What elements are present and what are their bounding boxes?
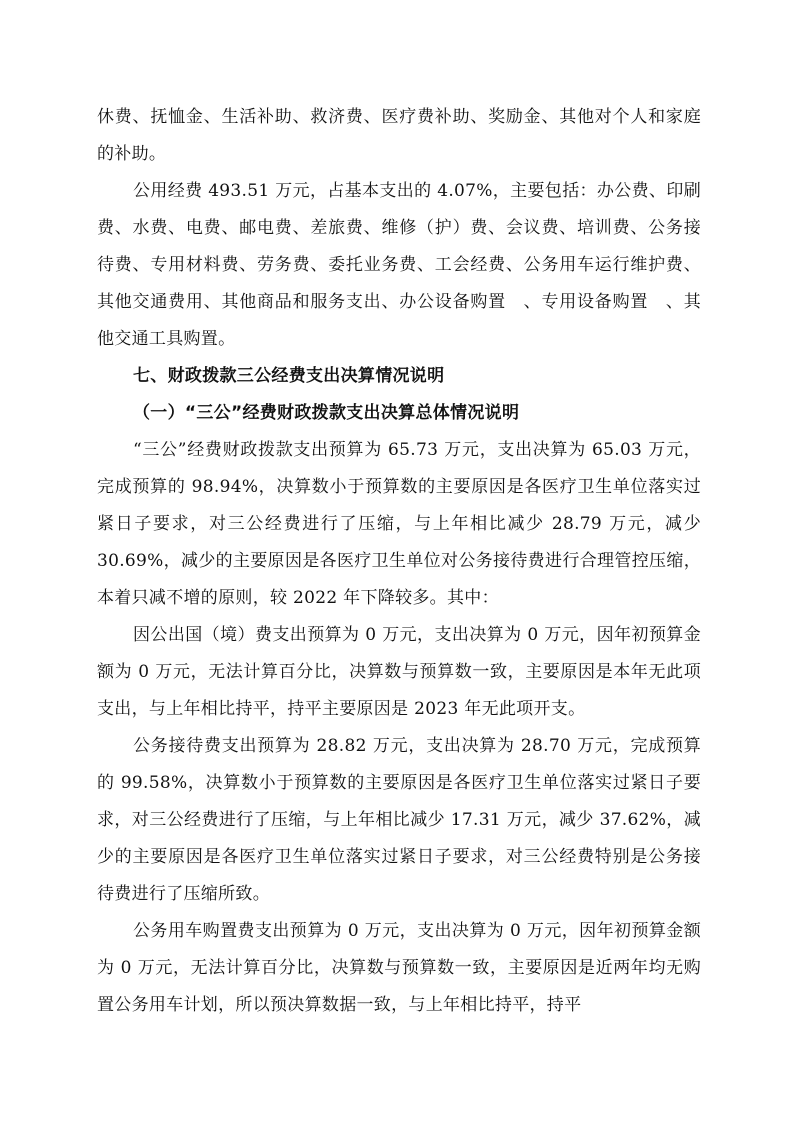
document-page xyxy=(97,99,701,1024)
subsection-heading-overall: （一）“三公”经费财政拨款支出决算总体情况说明 xyxy=(133,403,520,423)
paragraph-reception-expenses: 公务接待费支出预算为 28.82 万元，支出决算为 28.70 万元，完成预算的 99.58%，决算数小于预算数的主要原因是各医疗卫生单位落实过紧日子要求，对三公经费进行了压缩，与上年相比减少 17.31 万元，减少 37.62%，减少的主要原因是各医疗卫生单位落实过紧日子要求，对三公经费特别是公务接待费进行了压缩所致。 xyxy=(97,736,701,904)
paragraph-vehicle-purchase: 公务用车购置费支出预算为 0 万元，支出决算为 0 万元，因年初预算金额为 0 万元，无法计算百分比，决算数与预算数一致，主要原因是近两年均无购置公务用车计划，所以预决算数据一致，与上年相比持平，持平 xyxy=(97,921,701,1015)
section-heading-three-public-expenses: 七、财政拨款三公经费支出决算情况说明 xyxy=(133,366,445,386)
paragraph-overseas-travel: 因公出国（境）费支出预算为 0 万元，支出决算为 0 万元，因年初预算金额为 0 万元，无法计算百分比，决算数与预算数一致，主要原因是本年无此项支出，与上年相比持平，持平主要原因是 2023 年无此项开支。 xyxy=(97,625,701,719)
paragraph-personal-subsidies: 休费、抚恤金、生活补助、救济费、医疗费补助、奖励金、其他对个人和家庭的补助。 xyxy=(97,107,701,164)
paragraph-overall-budget: “三公”经费财政拨款支出预算为 65.73 万元，支出决算为 65.03 万元，完成预算的 98.94%，决算数小于预算数的主要原因是各医疗卫生单位落实过紧日子要求，对三公经费进行了压缩，与上年相比减少 28.79 万元，减少 30.69%，减少的主要原因是各医疗卫生单位对公务接待费进行合理管控压缩，本着只减不增的原则，较 2022 年下降较多。其中： xyxy=(97,440,701,608)
paragraph-public-funds: 公用经费 493.51 万元，占基本支出的 4.07%，主要包括：办公费、印刷费、水费、电费、邮电费、差旅费、维修（护）费、会议费、培训费、公务接待费、专用材料费、劳务费、委托业务费、工会经费、公务用车运行维护费、其他交通费用、其他商品和服务支出、办公设备购置 、专用设备购置 、其他交通工具购置。 xyxy=(97,181,701,349)
